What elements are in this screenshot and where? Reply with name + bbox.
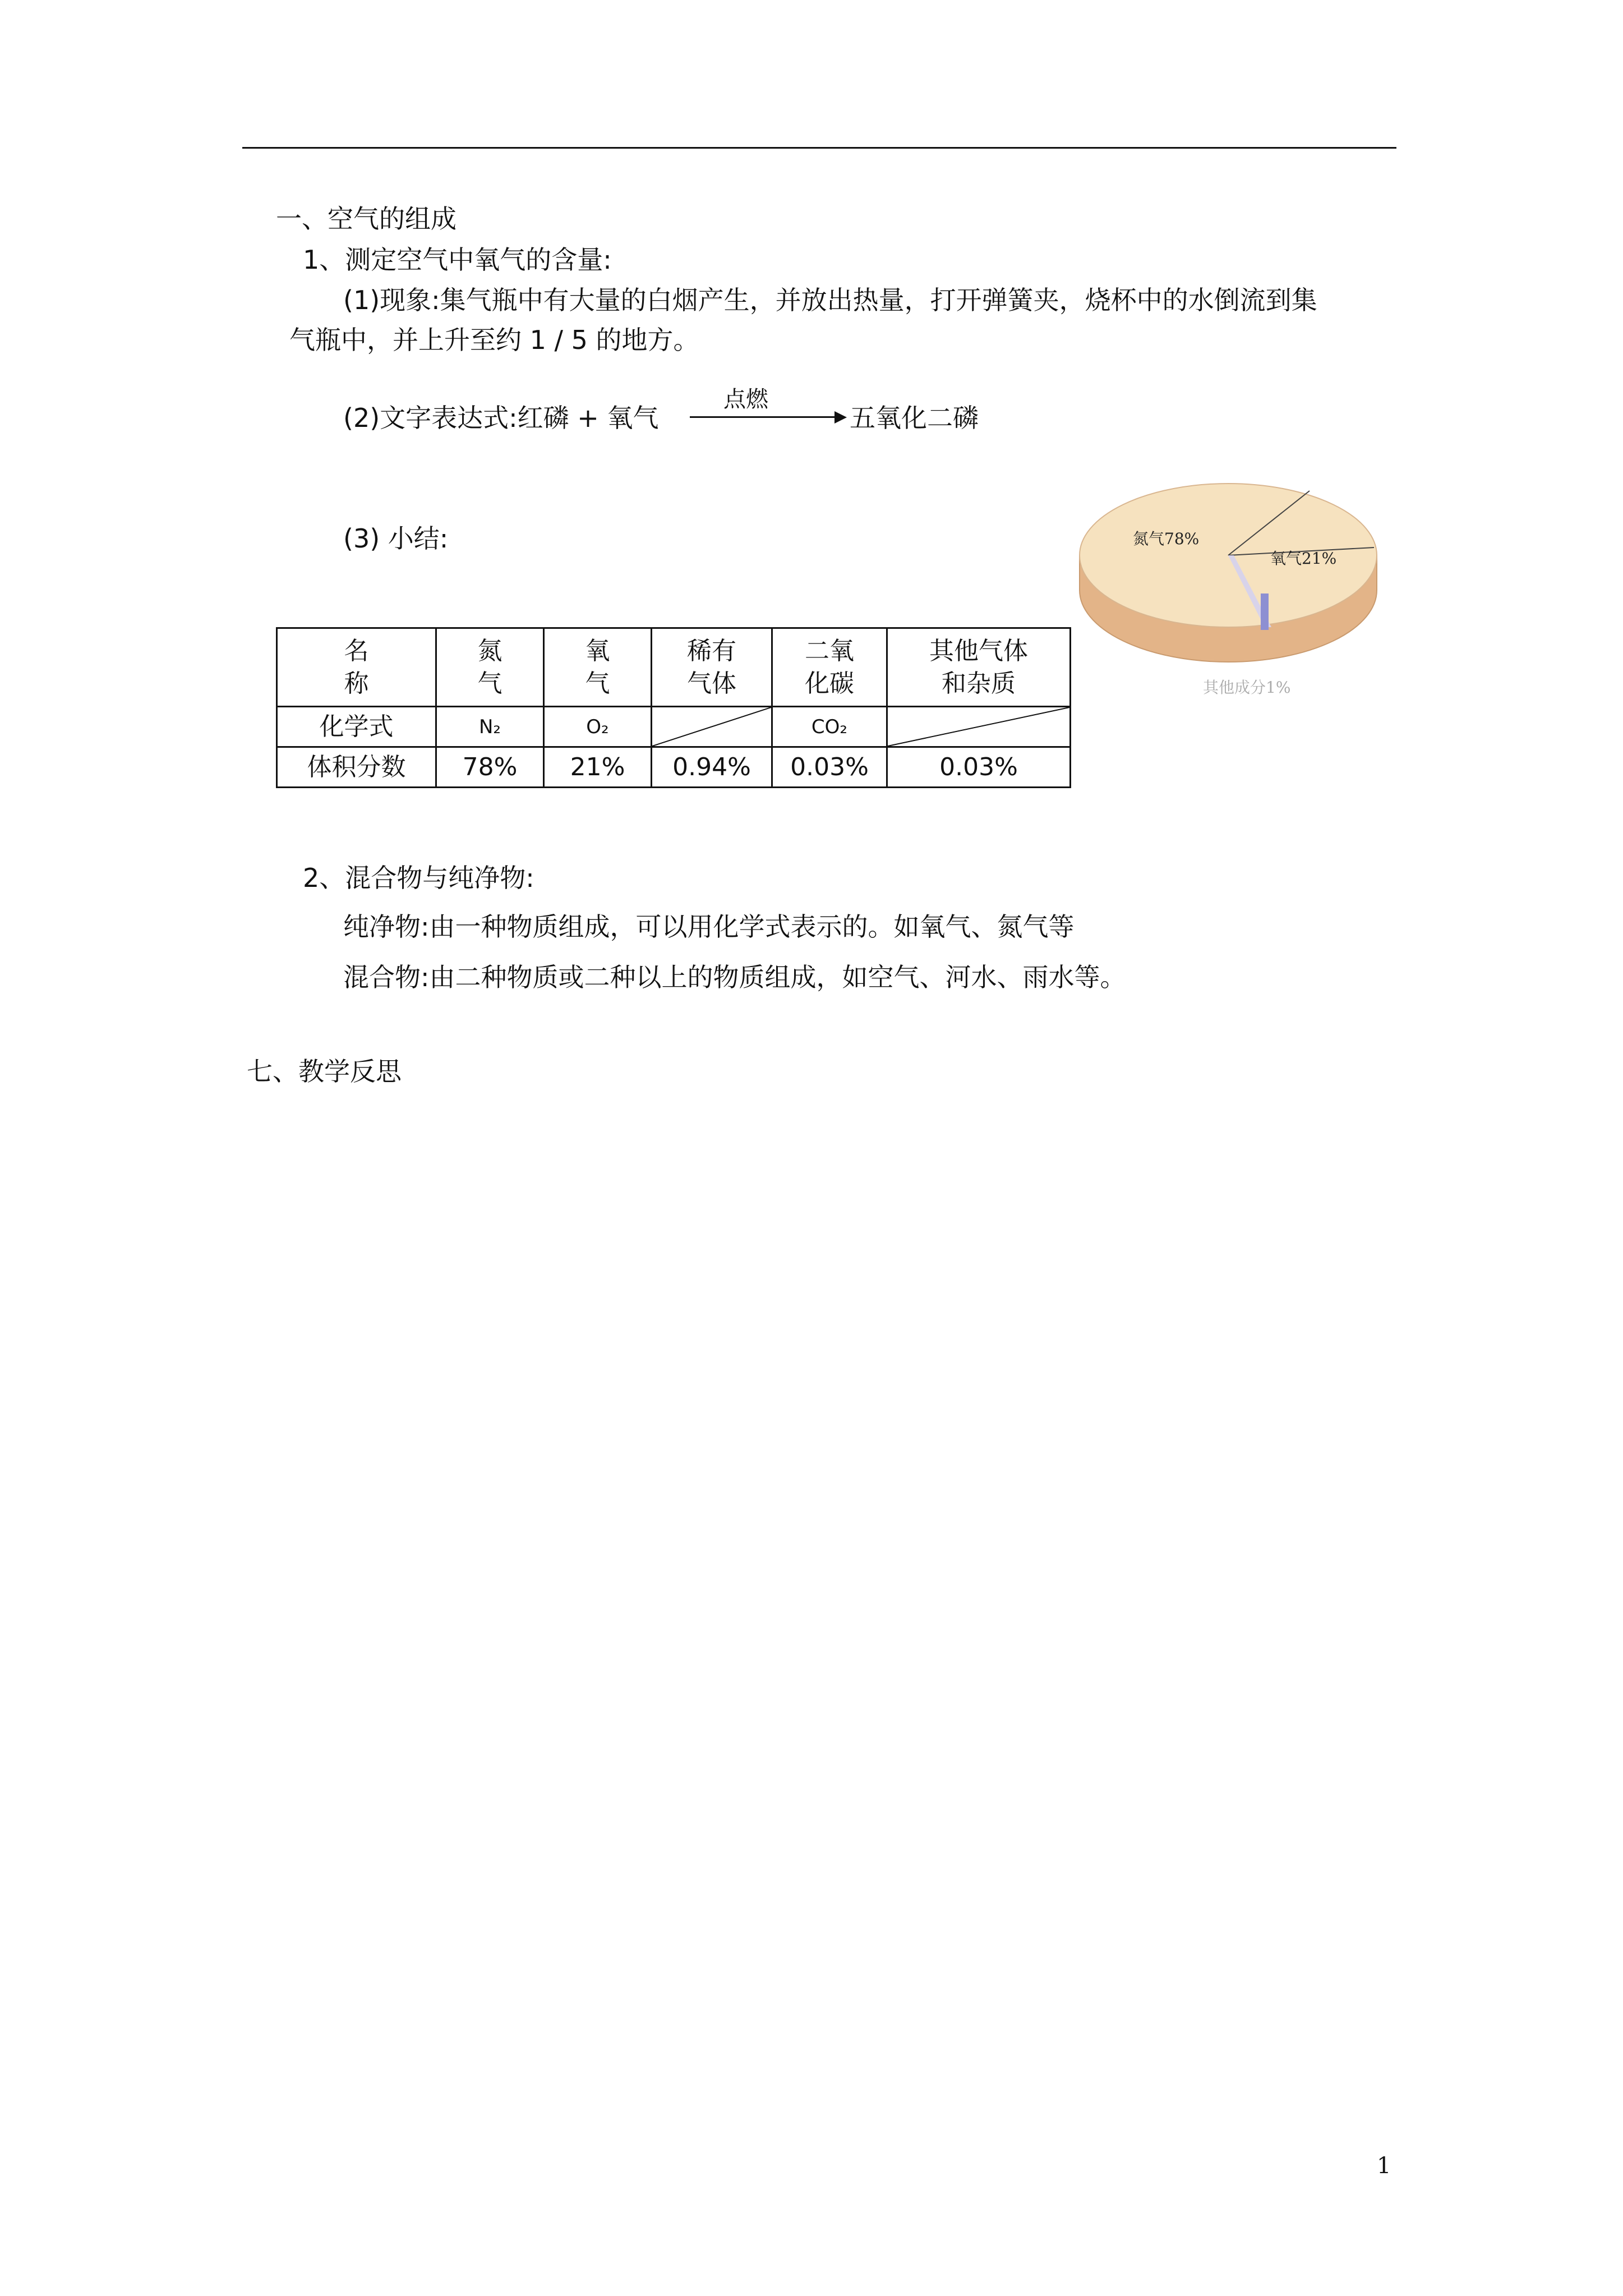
table-header-cell: 氮 气 [436, 628, 544, 707]
table-row-label: 化学式 [277, 707, 436, 747]
table-cell: 0.03% [772, 747, 887, 788]
pure-substance-definition: 纯净物:由一种物质组成，可以用化学式表示的。如氧气、氮气等 [343, 912, 1075, 942]
table-cell: N₂ [436, 707, 544, 747]
air-composition-table [276, 627, 1071, 788]
item-2-title: 2、混合物与纯净物: [303, 863, 534, 893]
table-header-cell: 二氧 化碳 [772, 628, 887, 707]
diagonal-slash [652, 707, 771, 746]
mixture-definition: 混合物:由二种物质或二种以上的物质组成，如空气、河水、雨水等。 [343, 962, 1126, 992]
table-row-label: 体积分数 [277, 747, 436, 788]
phenomenon-line-2: 气瓶中，并上升至约 1 / 5 的地方。 [289, 325, 699, 355]
table-row [277, 707, 1071, 747]
arrow-head-icon [834, 411, 847, 424]
table-cell: 78% [436, 747, 544, 788]
table-header-cell: 氧 气 [544, 628, 652, 707]
phenomenon-line-1: (1)现象:集气瓶中有大量的白烟产生，并放出热量，打开弹簧夹，烧杯中的水倒流到集 [343, 285, 1317, 315]
table-header-cell: 稀有 气体 [652, 628, 772, 707]
summary-label: (3) 小结: [343, 523, 449, 554]
table-cell-empty [652, 707, 772, 747]
pie-label-nitrogen: 氮气78% [1133, 530, 1200, 548]
reaction-arrow [690, 387, 847, 426]
arrow-line [690, 416, 838, 418]
table-cell: 0.94% [652, 747, 772, 788]
air-composition-pie [1074, 466, 1388, 712]
table-cell: CO₂ [772, 707, 887, 747]
table-header-cell: 名 称 [277, 628, 436, 707]
section-title-air-composition: 一、空气的组成 [276, 204, 457, 234]
header-rule [242, 147, 1396, 149]
table-header-cell: 其他气体 和杂质 [887, 628, 1071, 707]
table-row [277, 628, 1071, 707]
equation-prefix: (2)文字表达式:红磷 + 氧气 [343, 403, 659, 433]
table-cell: 0.03% [887, 747, 1071, 788]
table-cell: O₂ [544, 707, 652, 747]
page-number: 1 [1377, 2153, 1391, 2179]
equation-product: 五氧化二磷 [850, 403, 979, 433]
table-row [277, 747, 1071, 788]
table-cell-empty [887, 707, 1071, 747]
table-cell: 21% [544, 747, 652, 788]
pie-caption-other: 其他成分1% [1203, 678, 1291, 697]
item-1-title: 1、测定空气中氧气的含量: [303, 245, 612, 275]
diagonal-slash [888, 707, 1069, 746]
pie-slice-other-side [1261, 593, 1269, 630]
section-title-teaching-reflection: 七、教学反思 [247, 1056, 402, 1087]
pie-label-oxygen: 氧气21% [1270, 549, 1337, 568]
reaction-condition: 点燃 [723, 386, 768, 412]
